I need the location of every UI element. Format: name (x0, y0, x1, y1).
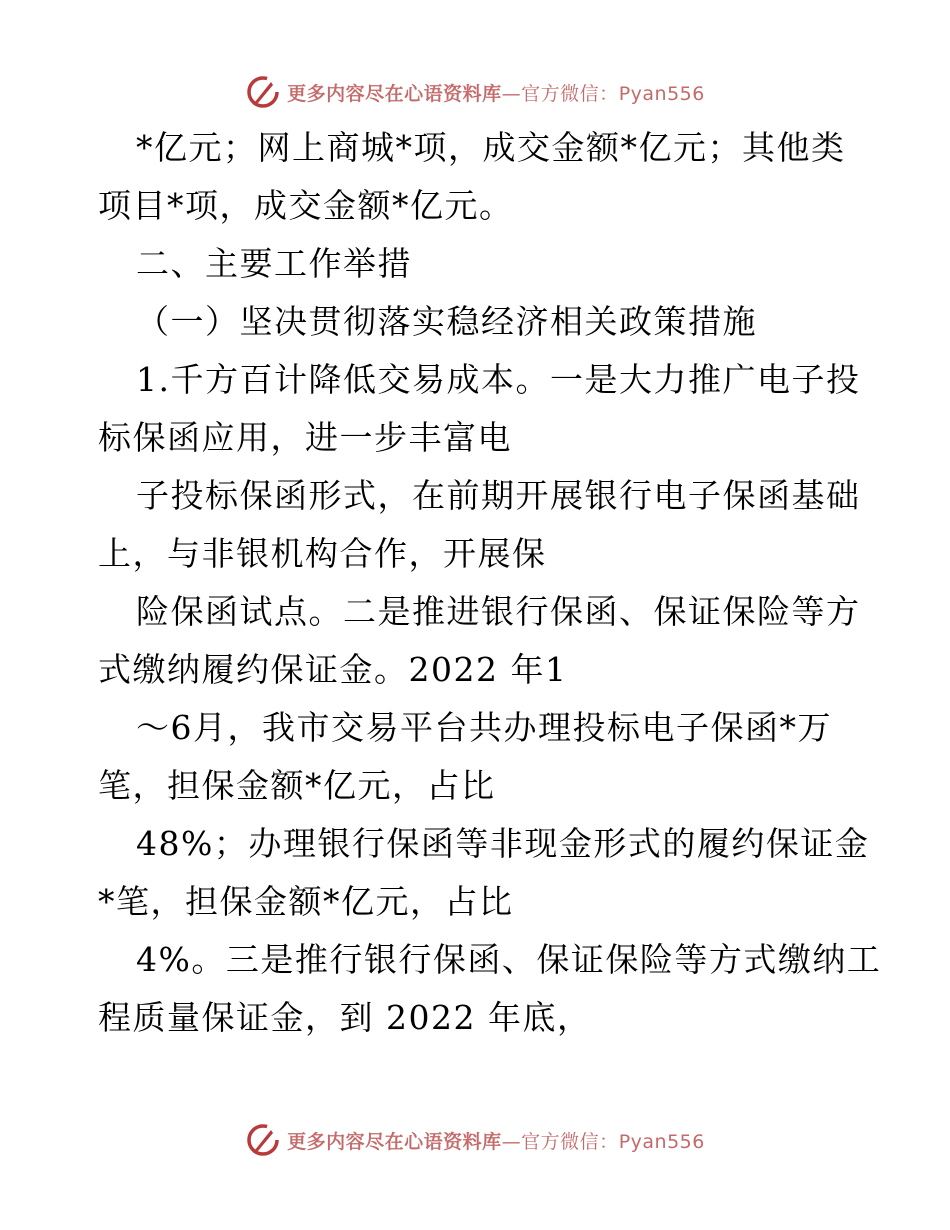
footer-watermark-text (287, 1127, 705, 1154)
watermark-library-name: 更多内容尽在心语资料库 (287, 82, 502, 105)
section-heading: 二、主要工作举措 (136, 244, 412, 283)
body-line: 1.千方百计降低交易成本。一是大力推广电子投 (136, 360, 861, 399)
body-line: *亿元；网上商城*项，成交金额*亿元；其他类 (136, 128, 846, 167)
body-line: ～6月，我市交易平台共办理投标电子保函*万 (136, 708, 832, 747)
header-watermark-banner (0, 70, 950, 114)
body-line: 程质量保证金，到 2022 年底， (98, 998, 592, 1037)
body-line: 48%；办理银行保函等非现金形式的履约保证金 (136, 824, 870, 863)
body-line: 项目*项，成交金额*亿元。 (98, 186, 514, 225)
body-line: 险保函试点。二是推进银行保函、保证保险等方 (136, 592, 861, 631)
watermark-separator: — (501, 82, 522, 105)
watermark-library-name: 更多内容尽在心语资料库 (287, 1130, 502, 1153)
watermark-wechat-id: Pyan556 (618, 82, 705, 105)
quill-logo-icon (245, 1122, 281, 1158)
header-watermark-inner (245, 74, 705, 110)
header-watermark-text (287, 79, 705, 106)
body-line: 上，与非银机构合作，开展保 (98, 534, 547, 573)
footer-watermark-inner (245, 1122, 705, 1158)
watermark-wechat-label: 官方微信： (521, 82, 619, 105)
body-line: *笔，担保金额*亿元，占比 (98, 882, 514, 921)
body-line: 子投标保函形式，在前期开展银行电子保函基础 (136, 476, 861, 515)
watermark-wechat-label: 官方微信： (521, 1130, 619, 1153)
watermark-separator: — (501, 1130, 522, 1153)
quill-logo-icon (245, 74, 281, 110)
footer-watermark-banner (0, 1118, 950, 1162)
body-line: 笔，担保金额*亿元，占比 (98, 766, 496, 805)
body-line: 4%。三是推行银行保函、保证保险等方式缴纳工 (136, 940, 882, 979)
body-line: 标保函应用，进一步丰富电 (98, 418, 512, 457)
subsection-heading: （一）坚决贯彻落实稳经济相关政策措施 (136, 302, 757, 341)
watermark-wechat-id: Pyan556 (618, 1130, 705, 1153)
body-line: 式缴纳履约保证金。2022 年1 (98, 650, 568, 689)
